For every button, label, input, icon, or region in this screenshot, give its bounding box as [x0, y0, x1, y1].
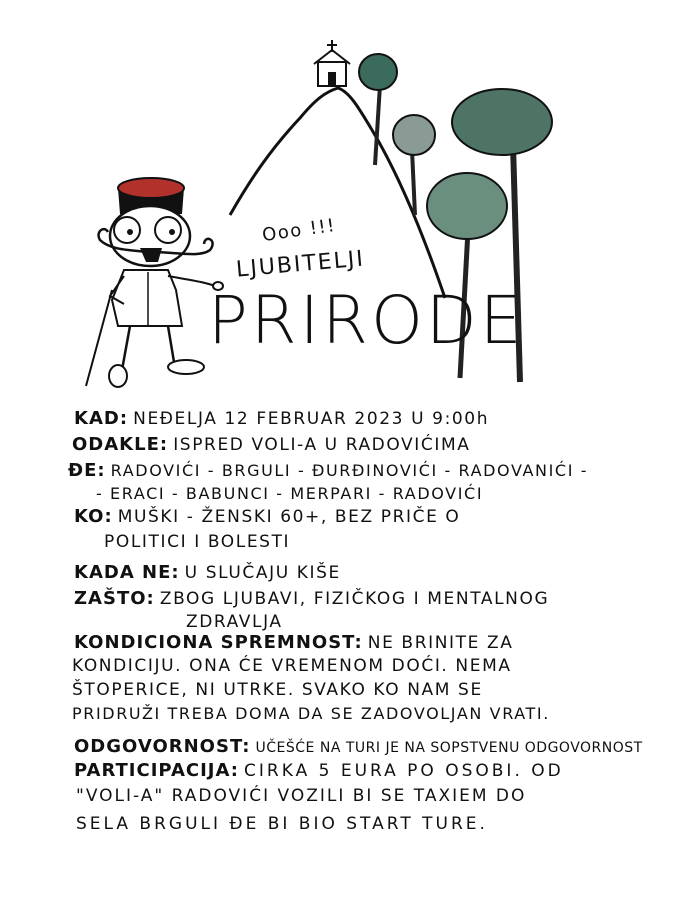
title-line1: LJUBITELJI: [235, 246, 366, 283]
ko-line2: POLITICI I BOLESTI: [104, 532, 291, 552]
kad-label: KAD:: [74, 408, 129, 429]
participacija-label: PARTICIPACIJA:: [74, 760, 239, 781]
de-label: ĐE:: [68, 460, 106, 481]
tree-icon: [359, 54, 397, 165]
page-title: PRIRODE: [208, 282, 525, 359]
zasto-line1: ZBOG LJUBAVI, FIZIČKOG I MENTALNOG: [159, 589, 550, 609]
kondiciona-line1: NE BRINITE ZA: [367, 633, 514, 653]
kondiciona-line4: PRIDRUŽI TREBA DOMA DA SE ZADOVOLJAN VRATI.: [72, 704, 550, 723]
kada-ne-row: [74, 562, 341, 583]
participacija-row: [74, 760, 564, 781]
odgovornost-row: [74, 736, 643, 757]
odgovornost-value: UČEŠĆE NA TURI JE NA SOPSTVENU ODGOVORNOST: [255, 740, 643, 756]
church-icon: [314, 40, 350, 86]
kondiciona-label: KONDICIONA SPREMNOST:: [74, 632, 363, 653]
kada-ne-label: KADA NE:: [74, 562, 180, 583]
zasto-label: ZAŠTO:: [74, 588, 155, 609]
odakle-row: [72, 434, 470, 455]
participacija-line1: CIRKA 5 EURA PO OSOBI. OD: [244, 761, 564, 781]
odakle-value: ISPRED VOLI-A U RADOVIĆIMA: [173, 435, 471, 455]
kad-value: NEĐELJA 12 FEBRUAR 2023 U 9:00h: [133, 409, 490, 429]
participacija-line2: "VOLI-A" RADOVIĆI VOZILI BI SE TAXIEM DO: [76, 786, 527, 806]
kondiciona-line3: ŠTOPERICE, NI UTRKE. SVAKO KO NAM SE: [72, 680, 483, 700]
participacija-line3: SELA BRGULI ĐE BI BIO START TURE.: [76, 814, 488, 834]
ko-label: KO:: [74, 506, 113, 527]
hiker-character-icon: [86, 178, 223, 387]
kada-ne-value: U SLUČAJU KIŠE: [184, 563, 341, 583]
zasto-row: [74, 588, 549, 609]
de-line2: - ERACI - BABUNCI - MERPARI - RADOVIĆI: [96, 484, 484, 503]
ko-row: [74, 506, 460, 527]
kondiciona-row: [74, 632, 513, 653]
de-row: [68, 460, 588, 481]
odakle-label: ODAKLE:: [72, 434, 169, 455]
de-line1: RADOVIĆI - BRGULI - ĐURĐINOVIĆI - RADOVANIĆI -: [110, 461, 589, 480]
zasto-line2: ZDRAVLJA: [186, 612, 283, 632]
kondiciona-line2: KONDICIJU. ONA ĆE VREMENOM DOĆI. NEMA: [72, 656, 512, 676]
title-exclaim: Ooo !!!: [260, 214, 338, 247]
ko-line1: MUŠKI - ŽENSKI 60+, BEZ PRIČE O: [117, 507, 461, 527]
kad-row: [74, 408, 489, 429]
odgovornost-label: ODGOVORNOST:: [74, 736, 251, 757]
